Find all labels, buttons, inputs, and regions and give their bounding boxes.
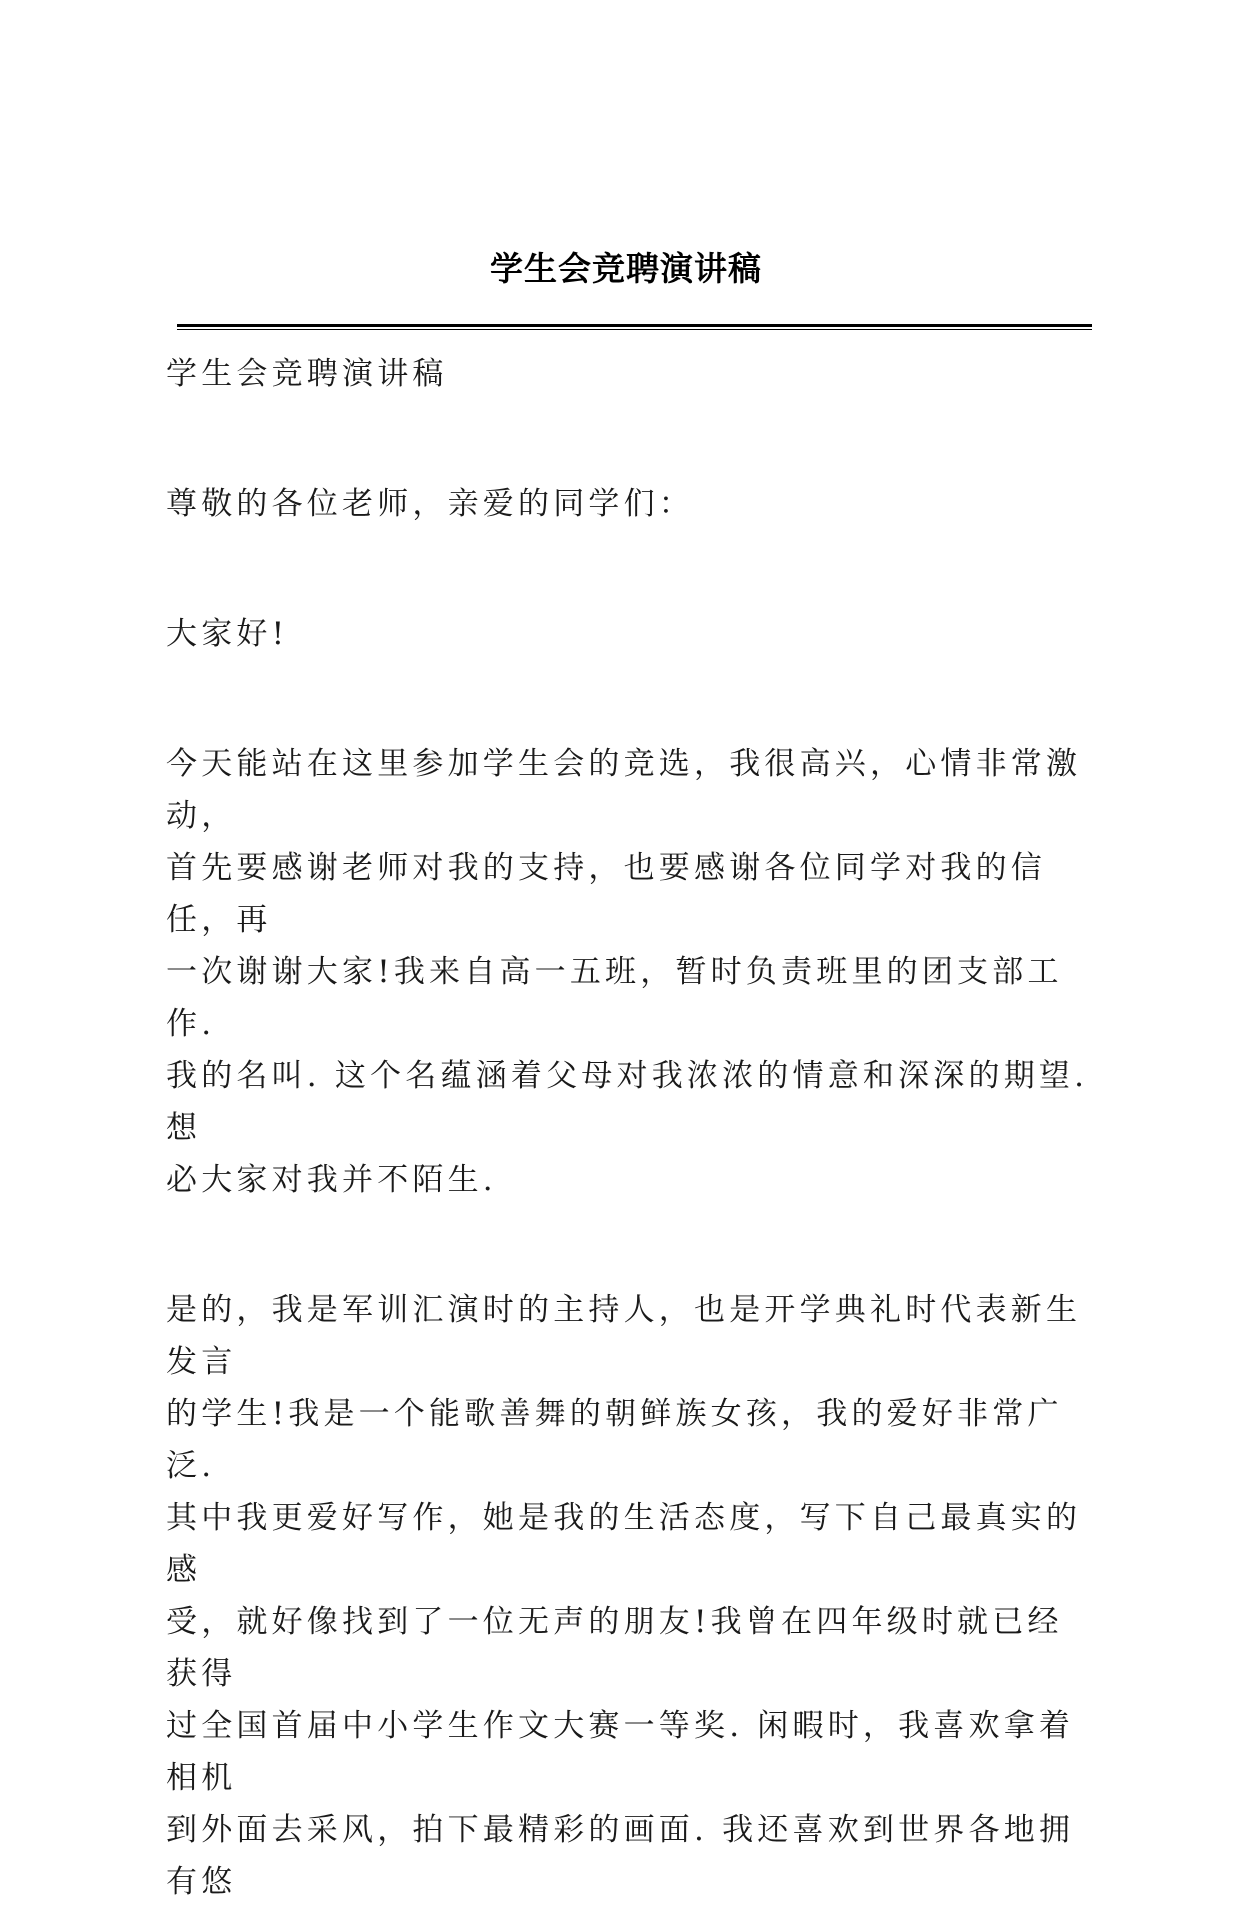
- text-line: 尊敬的各位老师，亲爱的同学们：: [166, 486, 694, 522]
- text-line: 到外面去采风，拍下最精彩的画面. 我还喜欢到世界各地拥有悠: [166, 1812, 1075, 1900]
- paragraph-introduction: [166, 738, 1091, 1206]
- text-line: 其中我更爱好写作，她是我的生活态度，写下自己最真实的感: [166, 1500, 1082, 1588]
- text-line: 大家好!: [166, 616, 289, 652]
- paragraph-spacing: [166, 1206, 1091, 1284]
- title-rule-thick-line: [177, 324, 1092, 327]
- paragraph-greeting: [166, 608, 1091, 660]
- text-line: 受，就好像找到了一位无声的朋友!我曾在四年级时就已经获得: [166, 1604, 1063, 1692]
- document-title: 学生会竞聘演讲稿: [490, 249, 762, 288]
- text-line: 必大家对我并不陌生.: [166, 1162, 497, 1198]
- text-line: 学生会竞聘演讲稿: [166, 356, 448, 392]
- text-line: 首先要感谢老师对我的支持，也要感谢各位同学对我的信任，再: [166, 850, 1046, 938]
- text-line: 今天能站在这里参加学生会的竞选，我很高兴，心情非常激动，: [166, 746, 1082, 834]
- title-rule-thin-line: [177, 329, 1092, 330]
- paragraph-salutation: [166, 478, 1091, 530]
- paragraph-experience: [166, 1284, 1091, 1908]
- title-double-rule: [177, 324, 1092, 331]
- paragraph-heading-repeat: [166, 348, 1091, 400]
- text-line: 过全国首届中小学生作文大赛一等奖. 闲暇时，我喜欢拿着相机: [166, 1708, 1075, 1796]
- text-line: 是的，我是军训汇演时的主持人，也是开学典礼时代表新生发言: [166, 1292, 1082, 1380]
- document-body: [166, 348, 1091, 1908]
- text-line: 我的名叫. 这个名蕴涵着父母对我浓浓的情意和深深的期望. 想: [166, 1058, 1089, 1146]
- paragraph-spacing: [166, 660, 1091, 738]
- paragraph-spacing: [166, 530, 1091, 608]
- paragraph-spacing: [166, 400, 1091, 478]
- text-line: 一次谢谢大家!我来自高一五班，暂时负责班里的团支部工作.: [166, 954, 1063, 1042]
- text-line: 的学生!我是一个能歌善舞的朝鲜族女孩，我的爱好非常广泛.: [166, 1396, 1063, 1484]
